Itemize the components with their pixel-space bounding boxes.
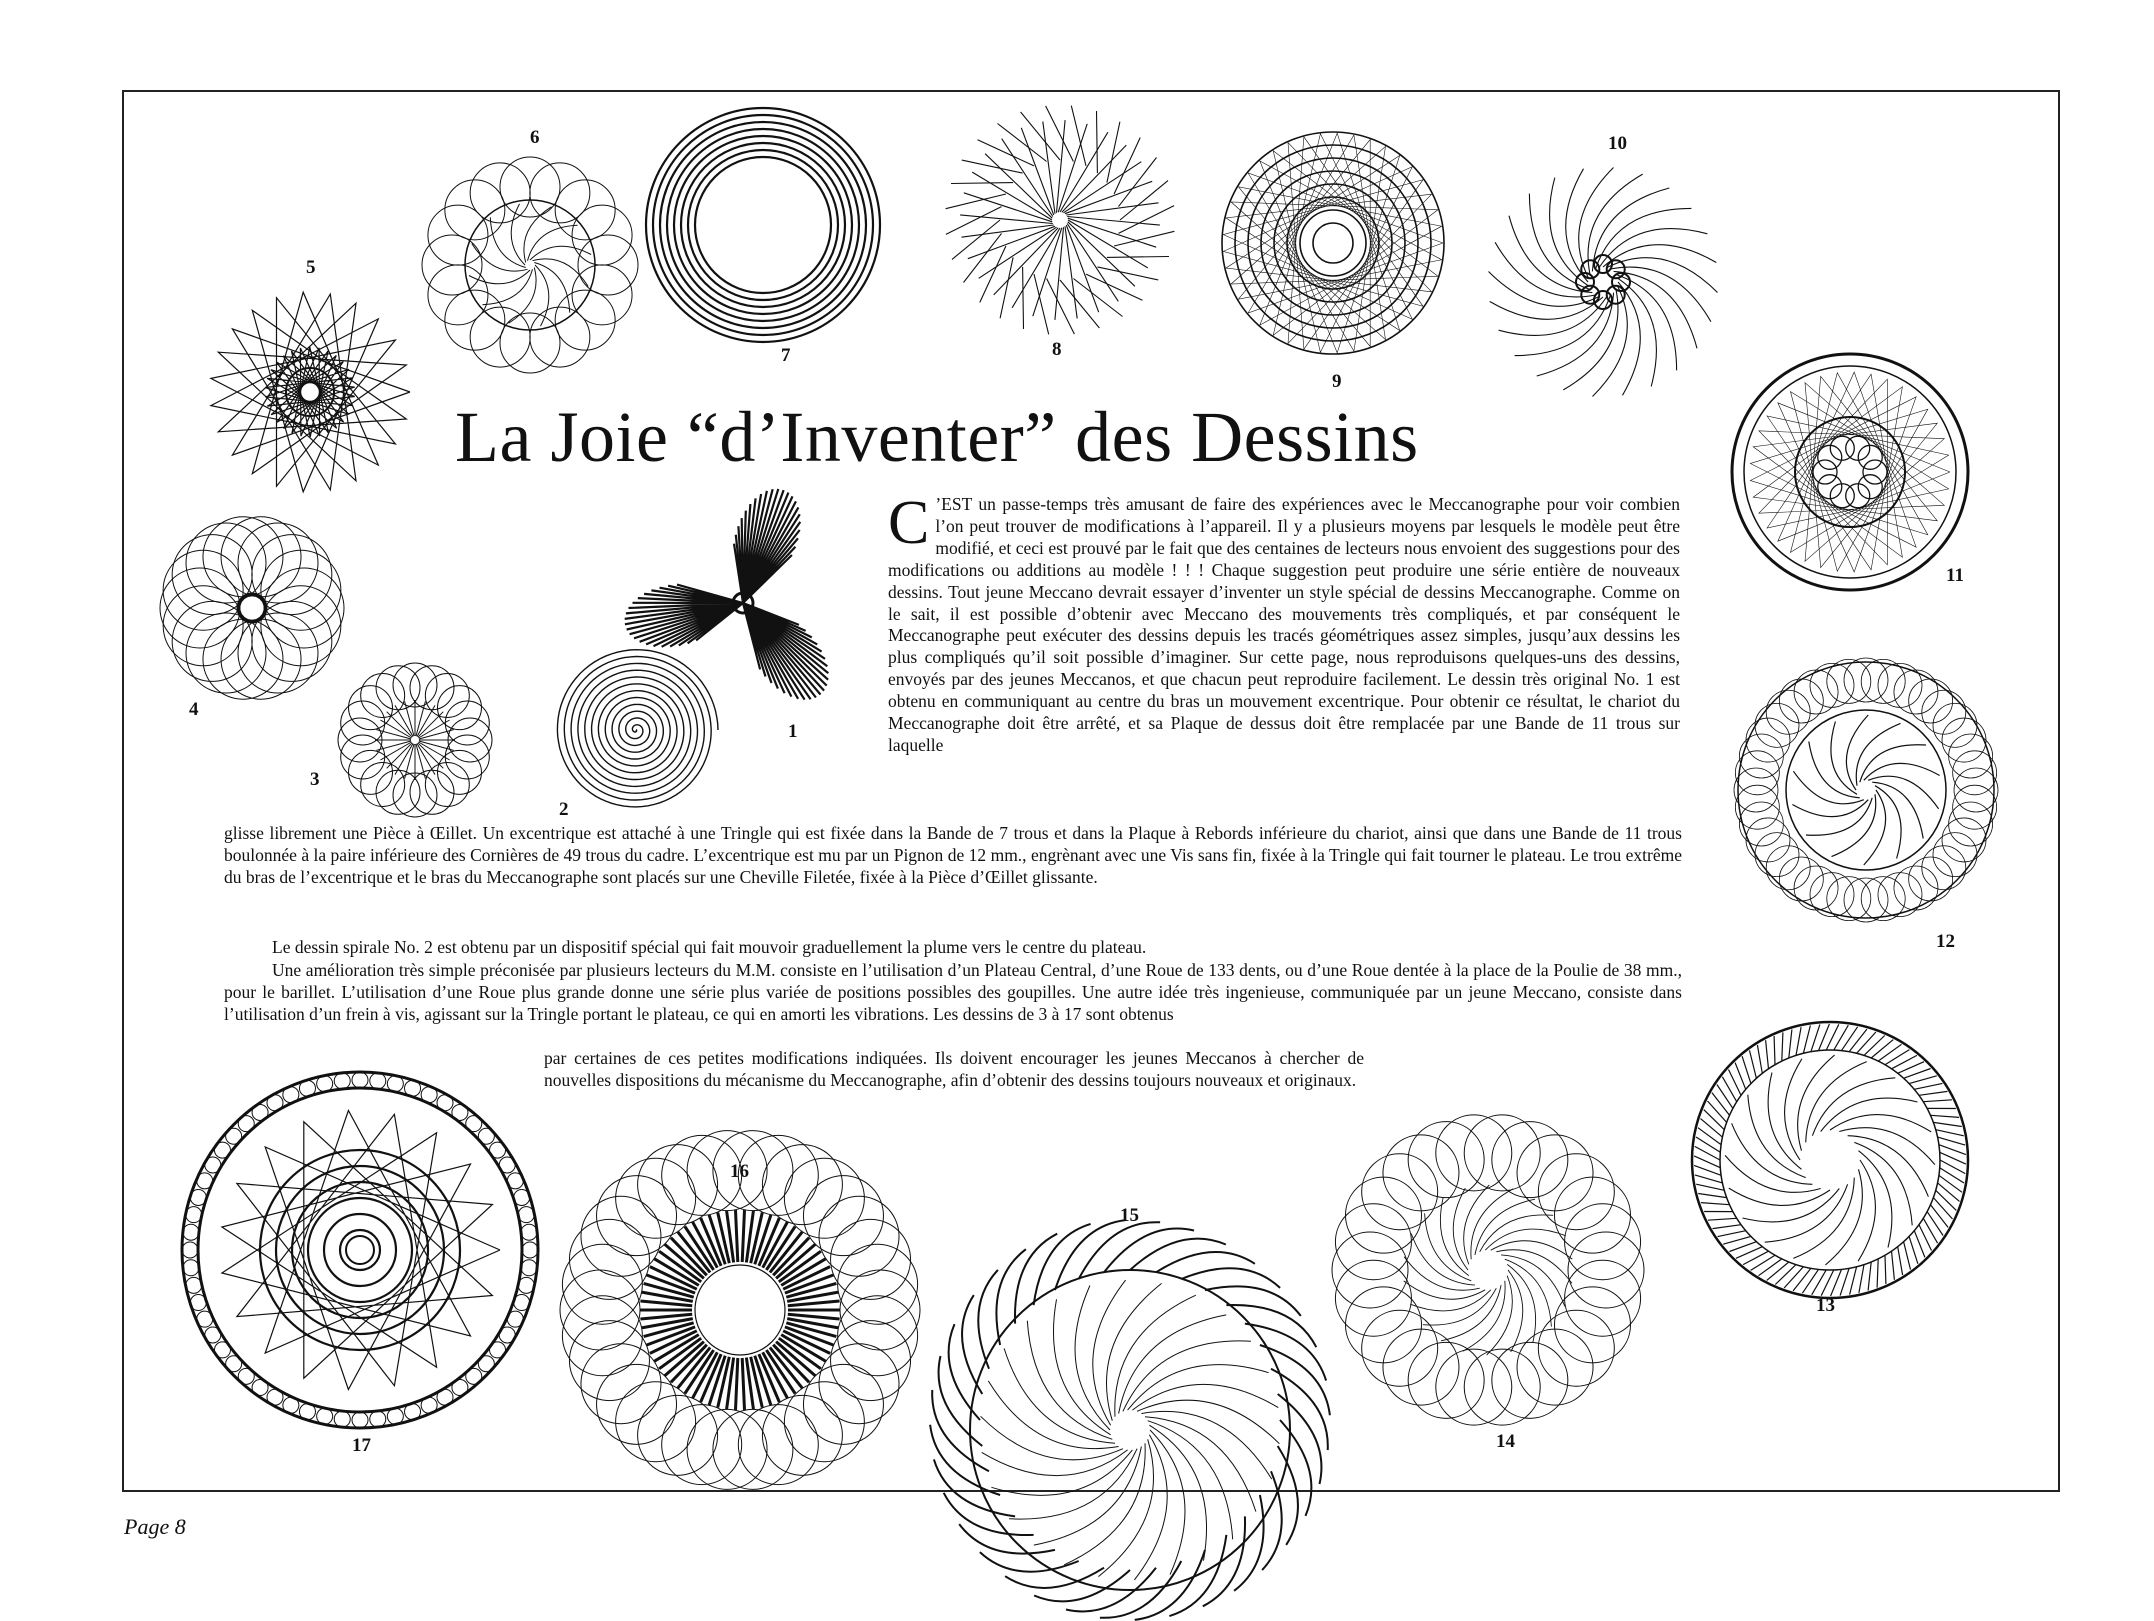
page-number-value: 8: [174, 1514, 186, 1539]
body-paragraph: glisse librement une Pièce à Œillet. Un excentrique est attaché à une Tringle qui est fixée dans la Bande de 7 trous et dans la Plaque à Rebords inférieure du chariot, ainsi que dans une Bande de 11 trous boulonnée à la paire inférieure des Cornières de 49 trous du cadre. L’excentrique est mu par un Pignon de 12 mm., engrènant avec une Vis sans fin, fixée à la Tringle qui fait tourner le plateau. Le trou extrême du bras de l’excentrique et le bras du Meccanographe sont placés sur une Cheville Filetée, fixée à la Pièce d’Œillet glissante.: [224, 823, 1682, 887]
figure-number-13: 13: [1816, 1295, 1835, 1316]
figure-number-15: 15: [1120, 1205, 1139, 1226]
drawing-1: [625, 489, 829, 700]
drawing-9: [1222, 132, 1444, 354]
figure-number-2: 2: [559, 799, 569, 820]
figure-number-8: 8: [1052, 339, 1062, 360]
page-number: [124, 1514, 186, 1540]
figure-number-4: 4: [189, 699, 199, 720]
drawing-6: [422, 157, 638, 373]
improvement-paragraph: Une amélioration très simple préconisée par plusieurs lecteurs du M.M. consiste en l’utilisation d’un Plateau Central, d’une Roue de 133 dents, ou d’une Roue dentée à la place de la Poulie de 38 mm., pour le barillet. L’utilisation d’une Roue plus grande donne une série plus variée de positions possibles des goupilles. Une autre idée très ingenieuse, communiquée par un jeune Meccano, consiste dans l’utilisation d’un frein à vis, agissant sur la Tringle portant le plateau, ce qui en amorti les vibrations. Les dessins de 3 à 17 sont obtenus: [224, 960, 1682, 1024]
drawing-2: [557, 650, 718, 807]
figure-number-1: 1: [788, 721, 798, 742]
drawing-7: [646, 108, 880, 342]
drawing-8: [946, 106, 1175, 335]
intro-text: ’EST un passe-temps très amusant de faire des expériences avec le Meccanographe pour voir combien l’on peut trouver de modifications à l’appareil. Il y a plusieurs moyens par lesquels le modèle peut être modifié, et ceci est prouvé par le fait que des centaines de lecteurs nous envoient des suggestions pour des modifications ou additions au modèle ! ! ! Chaque suggestion peut produire une série entière de nouveaux dessins. Tout jeune Meccano devrait essayer d’inventer un style spécial de dessins Meccanographe. Comme on le sait, il est possible d’obtenir avec Meccano des mouvements très compliqués, et par conséquent le Meccanographe peut exécuter des dessins depuis les tracés géométriques assez simples, jusqu’aux dessins les plus compliqués qu’il soit possible d’imaginer. Sur cette page, nous reproduisons quelques-uns des dessins, envoyés par des jeunes Meccanos, et que chacun peut reproduire facilement. Le dessin très original No. 1 est obtenu en communiquant au centre du bras un mouvement excentrique. Pour obtenir ce résultat, le chariot du Meccanographe doit être arrêté, et sa Plaque de dessus doit être remplacée par une Bande de 11 trous sur laquelle: [888, 494, 1680, 755]
figure-number-16: 16: [730, 1161, 749, 1182]
drawing-11: [1732, 354, 1968, 590]
page-title: La Joie “d’Inventer” des Dessins: [455, 397, 1419, 477]
drawing-14: [1332, 1115, 1644, 1425]
drawing-15: [930, 1220, 1330, 1620]
page-label: Page: [124, 1514, 170, 1539]
drawing-5: [211, 292, 410, 492]
figure-number-3: 3: [310, 769, 320, 790]
figure-number-6: 6: [530, 127, 540, 148]
figure-number-9: 9: [1332, 371, 1342, 392]
drawing-10: [1489, 168, 1718, 397]
figure-number-14: 14: [1496, 1431, 1515, 1452]
figure-number-10: 10: [1608, 133, 1627, 154]
drawing-17: [182, 1072, 538, 1428]
drawing-13: [1692, 1022, 1968, 1298]
figure-number-7: 7: [781, 345, 791, 366]
intro-paragraph: [888, 489, 1680, 757]
spiral-paragraph: Le dessin spirale No. 2 est obtenu par un dispositif spécial qui fait mouvoir graduellement la plume vers le centre du plateau.: [272, 937, 1147, 957]
drawing-16: [560, 1131, 920, 1490]
figure-number-5: 5: [306, 257, 316, 278]
closing-paragraph: par certaines de ces petites modifications indiquées. Ils doivent encourager les jeunes Meccanos à chercher de nouvelles dispositions du mécanisme du Meccanographe, afin d’obtenir des dessins toujours nouveaux et originaux.: [544, 1048, 1364, 1090]
drawing-4: [160, 517, 344, 699]
drop-cap: C: [888, 489, 930, 557]
figure-number-11: 11: [1946, 565, 1964, 586]
drawing-12: [1734, 658, 1998, 922]
figure-number-12: 12: [1936, 931, 1955, 952]
drawing-3: [338, 663, 492, 817]
figure-number-17: 17: [352, 1435, 371, 1456]
